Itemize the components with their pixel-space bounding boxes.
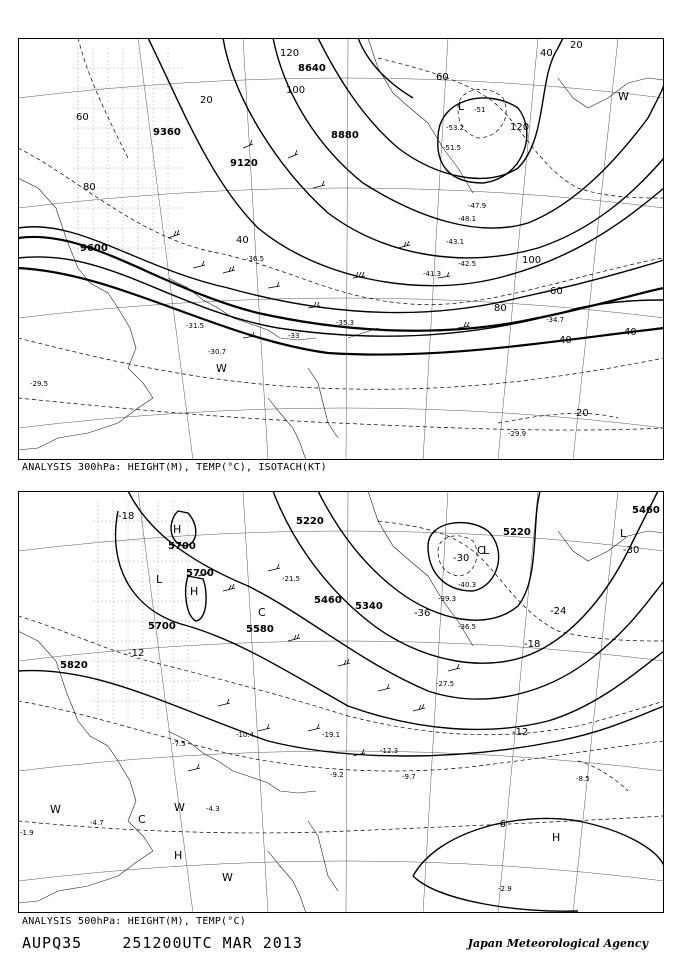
isotach-label: 40 bbox=[236, 235, 249, 246]
caption-500hpa: ANALYSIS 500hPa: HEIGHT(M), TEMP(°C) bbox=[22, 916, 246, 927]
isotach-label: 100 bbox=[286, 85, 306, 96]
station-value: -8.5 bbox=[576, 775, 590, 783]
station-value: -27.5 bbox=[436, 680, 455, 688]
cold-symbol: C bbox=[138, 813, 146, 826]
product-id: AUPQ35 bbox=[22, 934, 83, 952]
isotach-label: 20 bbox=[576, 408, 589, 419]
height-label: 5460 bbox=[314, 595, 342, 606]
height-label: 5820 bbox=[60, 660, 88, 671]
analysis-timestamp: 251200UTC MAR 2013 bbox=[122, 934, 303, 952]
isotach-label: 40 bbox=[624, 327, 637, 338]
height-label: 5220 bbox=[296, 516, 324, 527]
isotach-label: 20 bbox=[570, 40, 583, 51]
temp-label: -6 bbox=[496, 819, 506, 830]
height-label: 8640 bbox=[298, 63, 326, 74]
temp-label: -24 bbox=[550, 606, 567, 617]
isotach-label: 80 bbox=[83, 182, 96, 193]
temp-label: -12 bbox=[128, 648, 145, 659]
warm-symbol: W bbox=[50, 803, 61, 816]
temp-label: -36 bbox=[414, 608, 431, 619]
analysis-300hpa-map bbox=[18, 38, 664, 460]
temp-label: -51 bbox=[474, 106, 486, 114]
isotach-label: 20 bbox=[200, 95, 213, 106]
station-value: -36.5 bbox=[458, 623, 477, 631]
isotach-label: 60 bbox=[436, 72, 449, 83]
height-label: 5700 bbox=[148, 621, 176, 632]
high-center-symbol: H bbox=[174, 849, 183, 862]
low-center-symbol: L bbox=[620, 527, 627, 540]
low-center-symbol: L bbox=[483, 544, 490, 557]
height-label: 5340 bbox=[355, 601, 383, 612]
height-label: 9600 bbox=[80, 243, 108, 254]
warm-symbol: W bbox=[216, 362, 227, 375]
height-label: 9360 bbox=[153, 127, 181, 138]
station-value: -4.3 bbox=[206, 805, 220, 813]
temp-label: -51.5 bbox=[443, 144, 462, 152]
station-value: -7.5 bbox=[172, 740, 186, 748]
station-value: -19.1 bbox=[322, 731, 341, 739]
cold-symbol: C bbox=[258, 606, 266, 619]
temp-label: -43.1 bbox=[446, 238, 465, 246]
warm-symbol: W bbox=[174, 801, 185, 814]
station-value: -1.9 bbox=[20, 829, 34, 837]
station-value: -9.7 bbox=[402, 773, 416, 781]
station-value: -10.4 bbox=[236, 731, 255, 739]
temp-label: -36.5 bbox=[246, 255, 265, 263]
height-label: 5460 bbox=[632, 505, 660, 516]
temp-label: -12 bbox=[512, 727, 529, 738]
high-center-symbol: H bbox=[173, 523, 182, 536]
station-value: -2.9 bbox=[498, 885, 512, 893]
isotach-label: 40 bbox=[559, 335, 572, 346]
warm-symbol: W bbox=[618, 90, 629, 103]
height-label: 5700 bbox=[186, 568, 214, 579]
warm-symbol: W bbox=[222, 871, 233, 884]
isotach-label: 120 bbox=[280, 48, 300, 59]
height-label: 5220 bbox=[503, 527, 531, 538]
temp-label: -41.3 bbox=[423, 270, 442, 278]
temp-label: -48.1 bbox=[458, 215, 477, 223]
temp-label: -34.7 bbox=[546, 316, 565, 324]
temp-label: -18 bbox=[524, 639, 541, 650]
isotach-label: 80 bbox=[494, 303, 507, 314]
temp-label: -30.7 bbox=[208, 348, 227, 356]
temp-label: -35.3 bbox=[336, 319, 355, 327]
analysis-500hpa-map bbox=[18, 491, 664, 913]
height-label: 9120 bbox=[230, 158, 258, 169]
temp-label: -30 bbox=[453, 553, 470, 564]
isotach-label: 100 bbox=[522, 255, 542, 266]
height-label: 8880 bbox=[331, 130, 359, 141]
height-label: 5700 bbox=[168, 541, 196, 552]
temp-label: -33 bbox=[288, 332, 300, 340]
isotach-label: 120 bbox=[510, 122, 530, 133]
map-300hpa-svg bbox=[18, 38, 664, 460]
isotach-label: 60 bbox=[76, 112, 89, 123]
station-value: -39.3 bbox=[438, 595, 457, 603]
temp-label: -53.2 bbox=[446, 124, 465, 132]
product-header bbox=[22, 934, 303, 952]
agency-name: Japan Meteorological Agency bbox=[467, 937, 648, 950]
high-center-symbol: H bbox=[552, 831, 561, 844]
station-value: -9.2 bbox=[330, 771, 344, 779]
station-value: -4.7 bbox=[90, 819, 104, 827]
cold-symbol: C bbox=[477, 544, 485, 557]
station-value: -12.3 bbox=[380, 747, 399, 755]
isotach-label: 60 bbox=[550, 286, 563, 297]
station-value: -40.3 bbox=[458, 581, 477, 589]
high-center-symbol: H bbox=[190, 585, 199, 598]
caption-300hpa: ANALYSIS 300hPa: HEIGHT(M), TEMP(°C), ISOTACH(KT) bbox=[22, 462, 327, 473]
temp-label: -29.5 bbox=[30, 380, 49, 388]
map-500hpa-svg bbox=[18, 491, 664, 913]
temp-label: -31.5 bbox=[186, 322, 205, 330]
temp-label: -29.9 bbox=[508, 430, 527, 438]
temp-label: -47.9 bbox=[468, 202, 487, 210]
isotach-label: 40 bbox=[540, 48, 553, 59]
temp-label: -30 bbox=[623, 545, 640, 556]
temp-label: -42.5 bbox=[458, 260, 477, 268]
low-center-symbol: L bbox=[458, 100, 465, 113]
height-label: 5580 bbox=[246, 624, 274, 635]
low-center-symbol: L bbox=[156, 573, 163, 586]
temp-label: -18 bbox=[118, 511, 135, 522]
station-value: -21.5 bbox=[282, 575, 301, 583]
